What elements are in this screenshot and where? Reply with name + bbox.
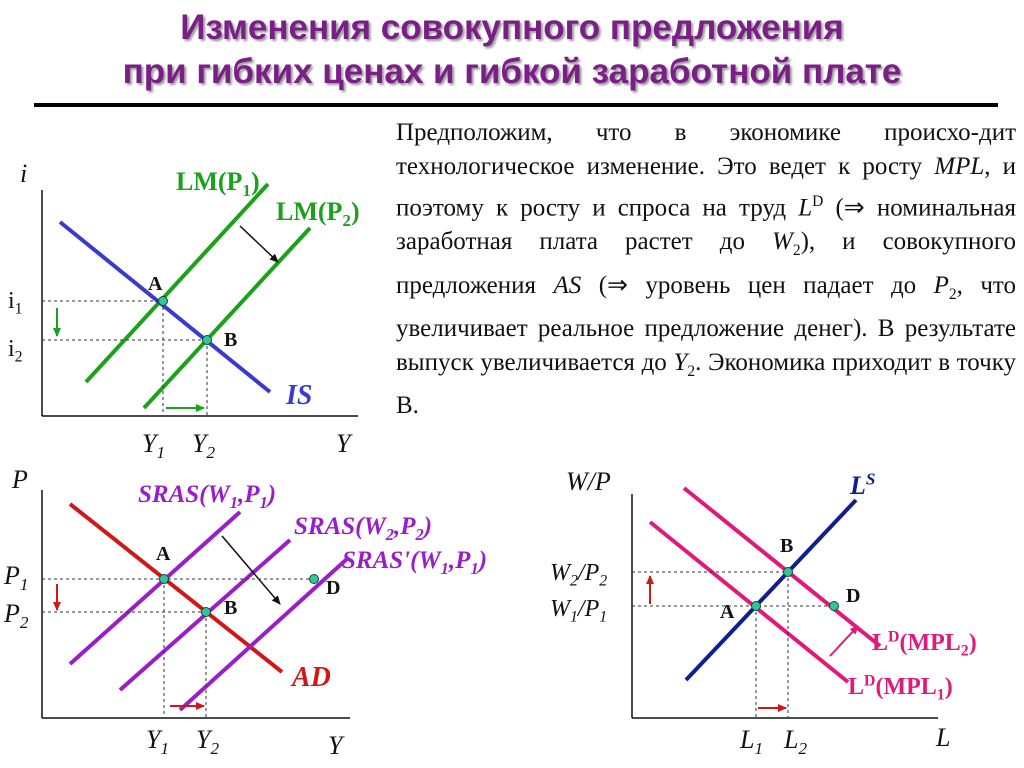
islm-point-a-label: A [148,273,163,295]
asad-y1-label: $Y_1$ [146,725,170,759]
asad-y2-label: $Y_2$ [196,725,220,759]
is-label: IS [286,380,313,411]
islm-point-b [203,336,212,345]
ad-label: AD [292,662,331,693]
asad-y-axis-label: P [12,465,28,494]
title-line-1: Изменения совокупного предложения [180,8,844,47]
explanation-text: Предположим, что в экономике происхо-дит технологическое изменение. Это ведет к росту MPL, и поэтому к росту и спроса на труд $L^D$ (⇒ номинальная заработная плата растет до $W_2$), и совокупного предложения AS (⇒ уровень цен падает до $P_2$, что увеличивает реальное предложение денег). В результате выпуск увеличивается до $Y_2$. Экономика приходит в точку В. [396,119,1017,420]
w1p1-label: $W_1/P_1$ [550,596,608,626]
labor-point-b-label: B [780,535,794,557]
labor-demand2-curve [684,488,880,646]
islm-y-axis-label: i [20,159,28,188]
sras1-label: $SRAS(W_1,P_1)$ [138,481,277,512]
l1-label: $L_1$ [740,725,764,759]
sras-prime-label: $SRAS'(W_1,P_1)$ [342,547,488,578]
labor-x-axis-label: L [936,723,951,752]
labor-point-b [784,568,793,577]
islm-y2-label: $Y_2$ [192,429,216,463]
labor-demand2-label: $L^D(MPL_2)$ [872,628,977,660]
asad-point-a [160,575,169,584]
asad-point-b [202,608,211,617]
islm-chart [8,159,360,462]
lm2-label: $LM(P_2)$ [276,197,360,231]
i1-label: $i_1$ [8,288,23,318]
p1-label: $P_1$ [4,561,29,595]
p2-label: $P_2$ [4,599,29,633]
lm-shift-arrow [240,226,278,262]
labor-point-a-label: A [720,601,735,623]
islm-x-axis-label: Y [336,429,351,458]
labor-demand-shift-arrow [830,626,858,656]
title-line-2: при гибких ценах и гибкой заработной плате [122,52,902,91]
sras2-label: $SRAS(W_2,P_2)$ [294,513,433,544]
islm-point-a [159,297,168,306]
lm1-curve [86,184,268,382]
asad-point-b-label: B [224,597,238,619]
islm-y1-label: $Y_1$ [142,429,166,463]
islm-point-b-label: B [224,329,238,351]
asad-x-axis-label: Y [328,731,343,760]
labor-market-chart [550,467,977,758]
w2p2-label: $W_2/P_2$ [550,560,608,590]
asad-point-a-label: A [156,543,171,565]
labor-supply-curve [686,500,856,680]
sras1-curve [70,512,240,664]
lm1-label: $LM(P_1)$ [176,167,260,201]
labor-demand1-curve [650,522,848,682]
labor-point-d [830,602,839,611]
i2-label: $i_2$ [8,336,23,366]
labor-supply-label: $L^S$ [850,469,876,500]
asad-point-d [310,575,319,584]
labor-point-a [752,602,761,611]
labor-demand1-label: $L^D(MPL_1)$ [848,672,953,704]
labor-y-axis-label: W/P [566,467,611,496]
l2-label: $L_2$ [784,725,808,759]
labor-point-d-label: D [846,585,861,607]
asad-point-d-label: D [326,577,341,599]
asad-chart [3,465,487,760]
